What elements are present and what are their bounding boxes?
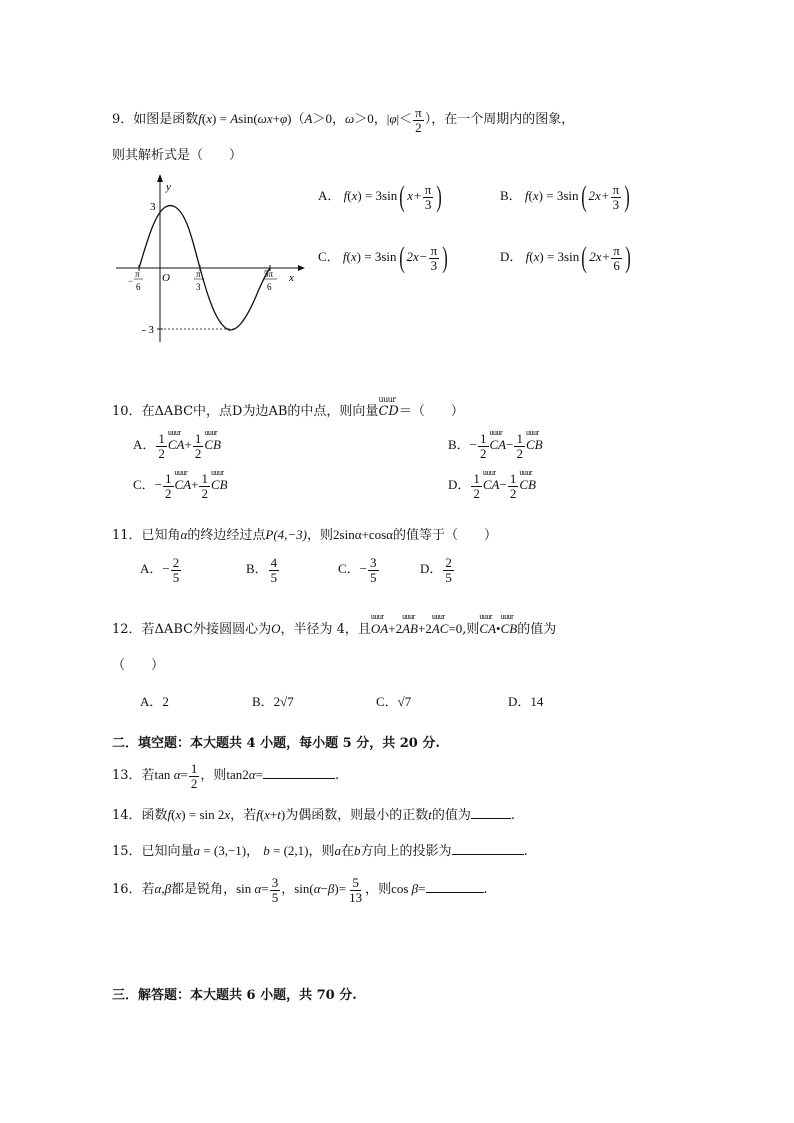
q9-option-b[interactable]: B． f(x) = 3sin( 2x+ $\frac{\pi}{3}$ ): [500, 180, 630, 213]
q10-stem: 10．在ΔABC中，点D为边AB的中点，则向量uuur CD＝（ ）: [112, 400, 464, 419]
q12-option-d[interactable]: D．14: [508, 694, 544, 709]
q16: 16．若α,β都是锐角，sin α= $\frac{3}{5}$ ，sin(α−β)= $\frac{5}{13}$ ，则cos β= .: [112, 875, 488, 905]
section3-heading: 三．解答题：本大题共 6 小题，共 70 分.: [112, 988, 357, 1003]
q9-sine-graph: [112, 172, 312, 347]
section2-heading: 二．填空题：本大题共 4 小题，每小题 5 分，共 20 分.: [112, 736, 440, 751]
y-axis-label: y: [166, 181, 171, 193]
y-max-label: 3: [150, 201, 156, 213]
q13: 13．若tan α= $\frac{1}{2}$ ，则tan2α= .: [112, 761, 340, 791]
q9-option-c[interactable]: C． f(x) = 3sin( 2x− $\frac{\pi}{3}$ ): [318, 241, 448, 274]
q11-option-c[interactable]: C．− $\frac{3}{5}$: [338, 555, 377, 585]
q11-option-b[interactable]: B． $\frac{4}{5}$: [246, 555, 278, 585]
y-min-label: - 3: [142, 324, 154, 336]
q12-stem: 12．若ΔABC外接圆圆心为O，半径为 4，且uuur OA+2uuur AB+2uuur AC=0,则uuur CA•uuur CB的值为: [112, 618, 556, 637]
q13-answer-blank[interactable]: [263, 766, 335, 779]
q12-paren: （ ）: [112, 658, 165, 673]
tick-pi3-den: 3: [196, 282, 201, 292]
tick-5pi6-den: 6: [267, 282, 272, 292]
q9-stem-line2: 则其解析式是（ ）: [112, 148, 243, 163]
q15: 15．已知向量a = (3,−1)， b = (2,1)，则a在b方向上的投影为 .: [112, 843, 528, 859]
tick-5pi6-num: 5π: [264, 269, 274, 279]
x-axis-label: x: [289, 272, 294, 284]
svg-text:−: −: [128, 276, 134, 286]
q9-option-d[interactable]: D． f(x) = 3sin( 2x+ $\frac{\pi}{6}$ ): [500, 241, 631, 274]
q14-answer-blank[interactable]: [471, 806, 511, 819]
tick-neg-pi6-num: π: [135, 269, 140, 279]
q10-option-c[interactable]: C．− $\frac{1}{2}$ uuur CA+ $\frac{1}{2}$ uuur CB: [133, 472, 228, 500]
tick-pi3-num: π: [196, 269, 201, 279]
q14: 14．函数f(x) = sin 2x，若f(x+t)为偶函数，则最小的正数t的值为 .: [112, 807, 516, 823]
q11-option-a[interactable]: A．− $\frac{2}{5}$: [140, 555, 180, 585]
q16-answer-blank[interactable]: [426, 880, 484, 893]
tick-neg-pi6-den: 6: [136, 282, 141, 292]
q9-option-a[interactable]: A． f(x) = 3sin( x+ $\frac{\pi}{3}$ ): [318, 180, 443, 213]
q12-option-c[interactable]: C．√7: [376, 694, 412, 709]
q15-answer-blank[interactable]: [452, 842, 524, 855]
q12-option-a[interactable]: A．2: [140, 694, 169, 709]
q10-option-d[interactable]: D． $\frac{1}{2}$ uuur CA− $\frac{1}{2}$ uuur CB: [448, 472, 536, 500]
q12-option-b[interactable]: B．2√7: [252, 694, 294, 709]
q10-option-a[interactable]: A． $\frac{1}{2}$ uuur CA+ $\frac{1}{2}$ uuur CB: [133, 432, 221, 460]
q11-stem: 11．已知角α的终边经过点P(4,−3)，则2sinα+cosα的值等于（ ）: [112, 527, 498, 543]
origin-label: O: [162, 272, 170, 284]
q10-option-b[interactable]: B．− $\frac{1}{2}$ uuur CA− $\frac{1}{2}$ uuur CB: [448, 432, 543, 460]
q9-stem: 9．如图是函数f(x) = Asin(ωx+φ)（A＞0，ω＞0，|φ|＜ $\frac{\pi}{2}$ ），在一个周期内的图象，: [112, 105, 575, 135]
q11-option-d[interactable]: D． $\frac{2}{5}$: [420, 555, 452, 585]
